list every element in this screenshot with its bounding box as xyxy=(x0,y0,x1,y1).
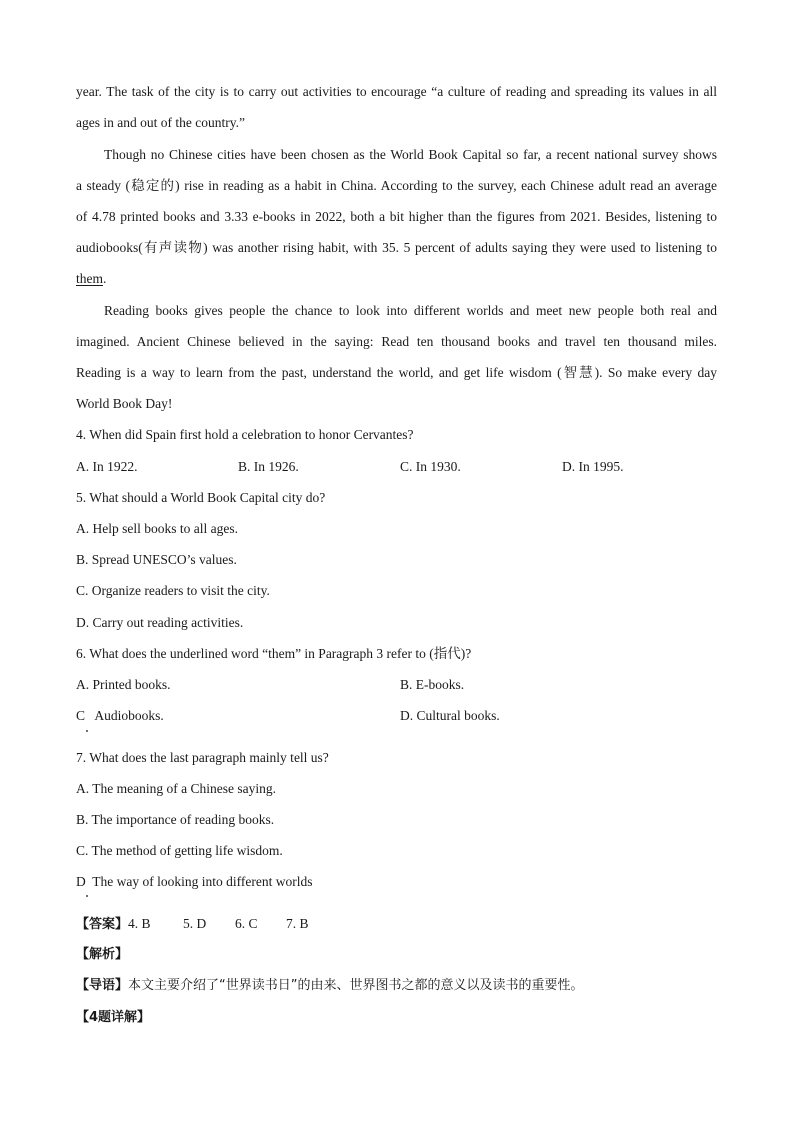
option-a: A. Help sell books to all ages. xyxy=(76,521,238,536)
answer-value: 7. B xyxy=(286,916,309,931)
option-a: A. Printed books. xyxy=(76,677,171,692)
guide-line xyxy=(76,977,584,995)
option-a: A. In 1922. xyxy=(76,459,138,474)
answer-value: 4. B xyxy=(128,916,151,931)
option-c: C Audiobooks. xyxy=(76,708,164,723)
option-b: B. E-books. xyxy=(400,677,465,692)
stray-mark xyxy=(86,895,88,897)
answer-value: 6. C xyxy=(235,916,258,931)
passage-line: audiobooks(有声读物) was another rising habit, with 35. 5 percent of adults saying they were used to listening to xyxy=(76,240,717,255)
guide-text: 本文主要介绍了“世界读书日”的由来、世界图书之都的意义以及读书的重要性。 xyxy=(128,978,584,993)
period: . xyxy=(103,271,107,286)
stray-mark xyxy=(86,730,88,732)
option-b: B. In 1926. xyxy=(238,459,299,474)
passage-line: Reading is a way to learn from the past, understand the world, and get life wisdom (智慧). So make every day xyxy=(76,365,717,380)
question-stem: 6. What does the underlined word “them” in Paragraph 3 refer to (指代)? xyxy=(76,646,472,661)
option-c: C. Organize readers to visit the city. xyxy=(76,583,270,598)
option-c: C. In 1930. xyxy=(400,459,461,474)
passage-line: imagined. Ancient Chinese believed in the saying: Read ten thousand books and travel ten thousand miles. xyxy=(76,334,717,349)
passage-line: ages in and out of the country.” xyxy=(76,115,245,130)
guide-label: 【导语】 xyxy=(76,978,129,993)
answer-value: 5. D xyxy=(183,916,207,931)
option-d: D. In 1995. xyxy=(562,459,624,474)
passage-line: Though no Chinese cities have been chosen as the World Book Capital so far, a recent national survey shows xyxy=(104,147,717,162)
passage-line xyxy=(76,270,106,288)
passage-line: World Book Day! xyxy=(76,396,173,411)
answer-line xyxy=(76,915,151,934)
option-c: C. The method of getting life wisdom. xyxy=(76,843,283,858)
analysis-heading: 【解析】 xyxy=(76,947,129,962)
underlined-word-them: them xyxy=(76,271,103,286)
option-b: B. Spread UNESCO’s values. xyxy=(76,552,237,567)
question-stem: 4. When did Spain first hold a celebration to honor Cervantes? xyxy=(76,427,414,442)
option-a: A. The meaning of a Chinese saying. xyxy=(76,781,276,796)
option-d: D. Cultural books. xyxy=(400,708,500,723)
detail-heading: 【4题详解】 xyxy=(76,1010,151,1025)
passage-line: a steady (稳定的) rise in reading as a habit in China. According to the survey, each Chinese adult read an average xyxy=(76,178,717,193)
passage-line: Reading books gives people the chance to look into different worlds and meet new people both real and xyxy=(104,303,717,318)
question-stem: 5. What should a World Book Capital city do? xyxy=(76,490,326,505)
passage-line: of 4.78 printed books and 3.33 e-books in 2022, both a bit higher than the figures from 2021. Besides, listening to xyxy=(76,209,717,224)
answer-label: 【答案】 xyxy=(76,917,129,932)
option-d: D The way of looking into different worlds xyxy=(76,874,313,889)
option-b: B. The importance of reading books. xyxy=(76,812,275,827)
passage-line: year. The task of the city is to carry out activities to encourage “a culture of reading and spreading its values in all xyxy=(76,84,717,99)
option-d: D. Carry out reading activities. xyxy=(76,615,244,630)
question-stem: 7. What does the last paragraph mainly tell us? xyxy=(76,750,329,765)
